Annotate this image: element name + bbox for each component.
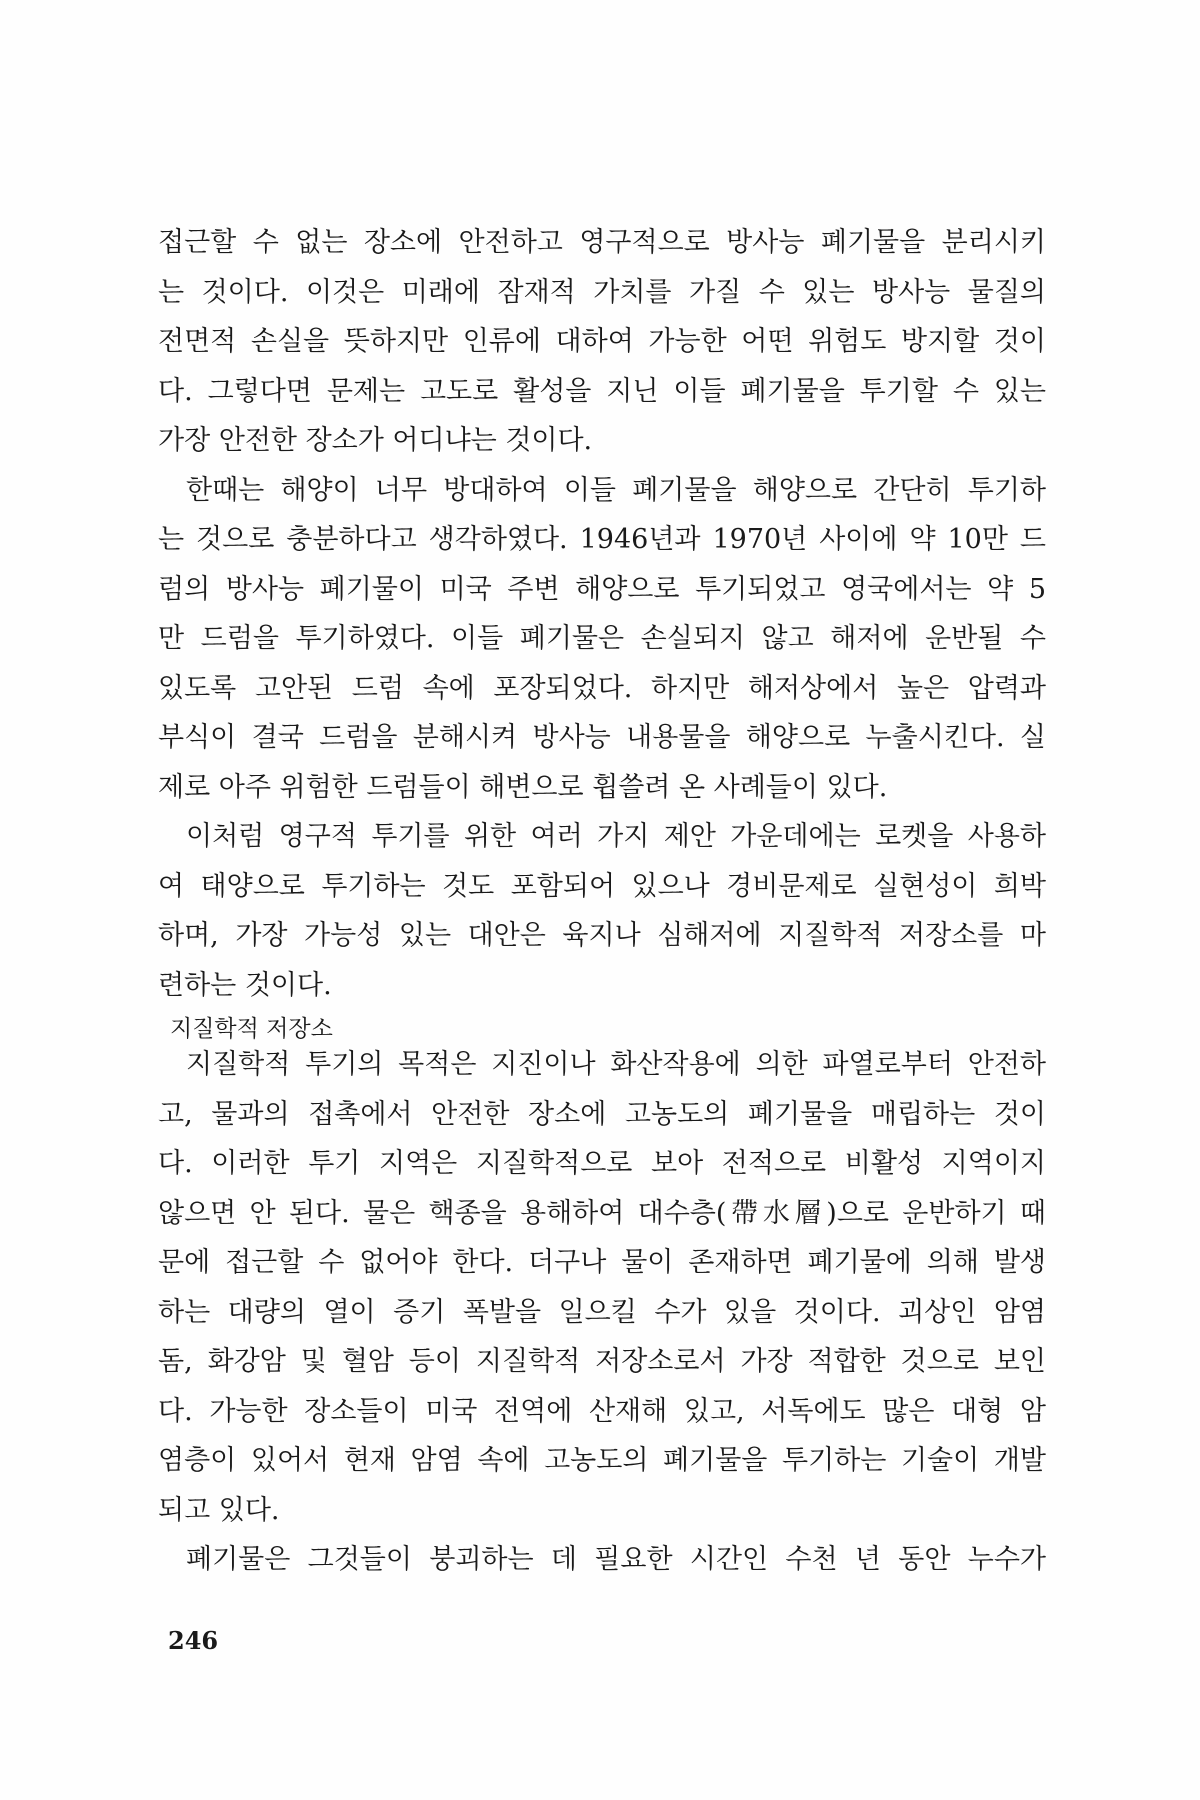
text-line: 문에 접근할 수 없어야 한다. 더구나 물이 존재하면 폐기물에 의해 발생 bbox=[158, 1247, 1046, 1278]
text-line: 는 것이다. 이것은 미래에 잠재적 가치를 가질 수 있는 방사능 물질의 bbox=[158, 276, 1046, 308]
text-line: 않으면 안 된다. 물은 핵종을 용해하여 대수층(帶水層)으로 운반하기 때 bbox=[158, 1197, 1046, 1229]
text-line: 이처럼 영구적 투기를 위한 여러 가지 제안 가운데에는 로켓을 사용하 bbox=[186, 821, 1046, 852]
text-line: 고, 물과의 접촉에서 안전한 장소에 고농도의 폐기물을 매립하는 것이 bbox=[158, 1098, 1046, 1130]
text-line: 제로 아주 위험한 드럼들이 해변으로 휩쓸려 온 사례들이 있다. bbox=[158, 771, 888, 803]
body-text-section-2 bbox=[158, 1040, 1046, 1585]
text-line: 지질학적 투기의 목적은 지진이나 화산작용에 의한 파열로부터 안전하 bbox=[186, 1049, 1046, 1080]
text-line: 하는 대량의 열이 증기 폭발을 일으킬 수가 있을 것이다. 괴상인 암염 bbox=[158, 1296, 1046, 1328]
text-line: 염층이 있어서 현재 암염 속에 고농도의 폐기물을 투기하는 기술이 개발 bbox=[158, 1445, 1046, 1476]
text-line: 접근할 수 없는 장소에 안전하고 영구적으로 방사능 폐기물을 분리시키 bbox=[158, 227, 1046, 258]
section-heading: 지질학적 저장소 bbox=[170, 1016, 333, 1042]
body-text-section-1 bbox=[158, 218, 1046, 1010]
text-line: 럼의 방사능 폐기물이 미국 주변 해양으로 투기되었고 영국에서는 약 5 bbox=[158, 573, 1046, 605]
text-line: 는 것으로 충분하다고 생각하였다. 1946년과 1970년 사이에 약 10만 드 bbox=[158, 524, 1046, 555]
text-line: 여 태양으로 투기하는 것도 포함되어 있으나 경비문제로 실현성이 희박 bbox=[158, 870, 1046, 902]
text-line: 있도록 고안된 드럼 속에 포장되었다. 하지만 해저상에서 높은 압력과 bbox=[158, 672, 1046, 704]
page-number: 246 bbox=[168, 1626, 219, 1655]
text-line: 다. 그렇다면 문제는 고도로 활성을 지닌 이들 폐기물을 투기할 수 있는 bbox=[158, 375, 1046, 407]
text-line: 만 드럼을 투기하였다. 이들 폐기물은 손실되지 않고 해저에 운반될 수 bbox=[158, 623, 1046, 654]
text-line: 한때는 해양이 너무 방대하여 이들 폐기물을 해양으로 간단히 투기하 bbox=[186, 474, 1046, 506]
text-line: 다. 가능한 장소들이 미국 전역에 산재해 있고, 서독에도 많은 대형 암 bbox=[158, 1395, 1047, 1427]
text-line: 가장 안전한 장소가 어디냐는 것이다. bbox=[158, 425, 593, 456]
text-line: 돔, 화강암 및 혈암 등이 지질학적 저장소로서 가장 적합한 것으로 보인 bbox=[158, 1346, 1046, 1377]
text-line: 련하는 것이다. bbox=[158, 969, 332, 1001]
text-line: 다. 이러한 투기 지역은 지질학적으로 보아 전적으로 비활성 지역이지 bbox=[158, 1148, 1046, 1179]
text-line: 전면적 손실을 뜻하지만 인류에 대하여 가능한 어떤 위험도 방지할 것이 bbox=[158, 326, 1046, 357]
text-line: 하며, 가장 가능성 있는 대안은 육지나 심해저에 지질학적 저장소를 마 bbox=[158, 920, 1046, 951]
text-line: 폐기물은 그것들이 붕괴하는 데 필요한 시간인 수천 년 동안 누수가 bbox=[186, 1544, 1046, 1575]
text-line: 부식이 결국 드럼을 분해시켜 방사능 내용물을 해양으로 누출시킨다. 실 bbox=[158, 722, 1046, 753]
text-line: 되고 있다. bbox=[158, 1494, 280, 1526]
